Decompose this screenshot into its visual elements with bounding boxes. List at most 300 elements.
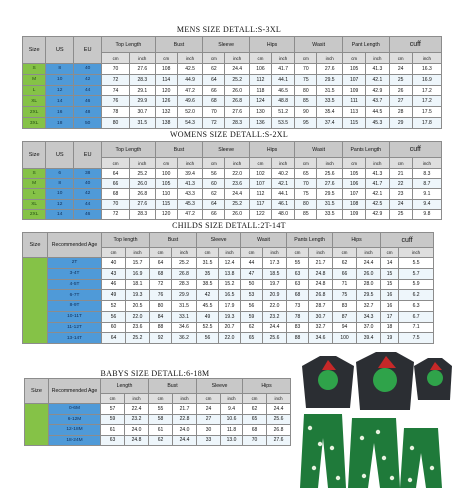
value-cell: 25.2: [225, 74, 249, 85]
value-cell: 38.5: [197, 279, 219, 290]
unit-inch-header: inch: [125, 394, 149, 404]
value-cell: 27.6: [317, 64, 343, 75]
value-cell: 48.0: [272, 209, 295, 219]
value-cell: 39.4: [177, 169, 203, 179]
value-cell: 62: [203, 64, 225, 75]
value-cell: 29.5: [357, 290, 381, 301]
unit-cm-header: cm: [389, 158, 412, 169]
table-row: [23, 189, 442, 199]
value-cell: 16.9: [126, 268, 150, 279]
value-cell: 68: [150, 268, 172, 279]
size-cell: L: [23, 189, 46, 199]
value-cell: 19.3: [219, 311, 241, 322]
value-cell: 22.8: [173, 414, 197, 425]
value-cell: 21.7: [309, 258, 333, 269]
value-cell: 75: [295, 189, 317, 199]
value-cell: 72: [102, 74, 130, 85]
value-cell: 5.5: [399, 258, 434, 269]
age-cell: 8-9T: [48, 301, 102, 312]
unit-cm-header: cm: [243, 394, 267, 404]
value-cell: 8.7: [412, 179, 441, 189]
measure-header: Bust: [155, 142, 203, 158]
value-cell: 41.3: [177, 179, 203, 189]
table-row: [25, 435, 291, 446]
value-cell: 126: [155, 96, 177, 107]
value-cell: 46.5: [272, 85, 295, 96]
value-cell: 41.7: [366, 179, 389, 189]
unit-inch-header: inch: [221, 394, 243, 404]
size-cell: M: [23, 179, 46, 189]
size-cell: XL: [23, 96, 46, 107]
value-cell: 14: [46, 96, 74, 107]
measure-header: Bust: [155, 37, 203, 53]
value-cell: 112: [249, 189, 271, 199]
value-cell: 9.1: [412, 189, 441, 199]
value-cell: 37.4: [317, 118, 343, 129]
value-cell: 16.9: [412, 74, 441, 85]
value-cell: 35: [197, 268, 219, 279]
size-cell: 3XL: [23, 118, 46, 129]
value-cell: 37.0: [357, 322, 381, 333]
value-cell: 42.1: [366, 74, 389, 85]
size-cell: [23, 258, 48, 344]
value-cell: 26.0: [357, 268, 381, 279]
value-cell: 102: [249, 169, 271, 179]
value-cell: 60: [102, 322, 126, 333]
unit-inch-header: inch: [317, 53, 343, 64]
unit-inch-header: inch: [366, 158, 389, 169]
value-cell: 30.7: [130, 107, 156, 118]
value-cell: 27: [197, 414, 221, 425]
value-cell: 12: [46, 199, 74, 209]
value-cell: 105: [342, 64, 365, 75]
table-row: [25, 425, 291, 436]
value-cell: 45.5: [197, 301, 219, 312]
value-cell: 47: [241, 268, 263, 279]
value-cell: 76: [102, 96, 130, 107]
value-cell: 40: [74, 179, 102, 189]
babys-size-table: [24, 378, 291, 446]
unit-cm-header: cm: [197, 394, 221, 404]
value-cell: 87: [333, 311, 357, 322]
value-cell: 8: [46, 64, 74, 75]
unit-inch-header: inch: [399, 248, 434, 258]
size-cell: 2XL: [23, 107, 46, 118]
value-cell: 80: [295, 199, 317, 209]
unit-inch-header: inch: [263, 248, 287, 258]
value-cell: 112: [249, 74, 271, 85]
value-cell: 71: [333, 279, 357, 290]
value-cell: 70: [102, 64, 130, 75]
value-cell: 62: [333, 258, 357, 269]
value-cell: 7.5: [399, 333, 434, 344]
value-cell: 110: [155, 189, 177, 199]
value-cell: 15: [381, 268, 399, 279]
size-cell: M: [23, 74, 46, 85]
value-cell: 21.7: [173, 404, 197, 415]
unit-inch-header: inch: [309, 248, 333, 258]
value-cell: 31.5: [130, 118, 156, 129]
value-cell: 44.1: [272, 189, 295, 199]
value-cell: 22.0: [126, 311, 150, 322]
value-cell: 72: [102, 209, 130, 219]
value-cell: 10.6: [221, 414, 243, 425]
measure-header: Sleeve: [197, 379, 243, 394]
babys-title: BABYS SIZE DETALL:6-18M: [100, 369, 210, 378]
value-cell: 72: [150, 279, 172, 290]
age-cell: 10-11T: [48, 311, 102, 322]
value-cell: 63: [287, 268, 309, 279]
value-cell: 17.2: [412, 96, 441, 107]
measure-header: Hips: [249, 142, 294, 158]
value-cell: 29.5: [317, 74, 343, 85]
value-cell: 6.3: [399, 301, 434, 312]
value-cell: 11.8: [221, 425, 243, 436]
value-cell: 22: [389, 179, 412, 189]
value-cell: 68: [102, 189, 130, 199]
value-cell: 46.1: [272, 199, 295, 209]
age-cell: 12-18M: [49, 425, 101, 436]
measure-header: Pant Length: [342, 37, 389, 53]
unit-cm-header: cm: [155, 158, 177, 169]
adult-top-left: [302, 356, 354, 408]
value-cell: 46: [74, 209, 102, 219]
value-cell: 43: [102, 268, 126, 279]
value-cell: 24.8: [125, 435, 149, 446]
value-cell: 33: [197, 435, 221, 446]
table-row: [23, 169, 442, 179]
value-cell: 61: [101, 425, 125, 436]
value-cell: 26: [389, 85, 412, 96]
value-cell: 24.4: [267, 404, 291, 415]
value-cell: 27.6: [225, 107, 249, 118]
value-cell: 61: [149, 425, 173, 436]
value-cell: 25.2: [126, 333, 150, 344]
unit-cm-header: cm: [389, 53, 412, 64]
value-cell: 24: [389, 199, 412, 209]
value-cell: 14: [381, 258, 399, 269]
value-cell: 29: [389, 118, 412, 129]
value-cell: 20.5: [126, 301, 150, 312]
womens-title: WOMENS SIZE DETALL:S-2XL: [169, 130, 289, 139]
age-cell: 6-7T: [48, 290, 102, 301]
value-cell: 27.6: [267, 435, 291, 446]
size-cell: 2XL: [23, 209, 46, 219]
table-row: [25, 414, 291, 425]
unit-inch-header: inch: [272, 53, 295, 64]
value-cell: 28.3: [130, 74, 156, 85]
value-cell: 27.6: [130, 199, 156, 209]
value-cell: 42.1: [366, 189, 389, 199]
age-cell: 13-14T: [48, 333, 102, 344]
value-cell: 63: [101, 435, 125, 446]
value-cell: 50: [74, 118, 102, 129]
value-cell: 25: [389, 74, 412, 85]
value-cell: 78: [287, 311, 309, 322]
measure-header: Wasit: [241, 233, 287, 248]
value-cell: 62: [203, 189, 225, 199]
value-cell: 88: [150, 322, 172, 333]
value-cell: 64: [150, 258, 172, 269]
value-cell: 28.3: [130, 209, 156, 219]
value-cell: 80: [150, 301, 172, 312]
value-cell: 48.8: [272, 96, 295, 107]
value-cell: 26.8: [130, 189, 156, 199]
value-cell: 22.4: [125, 404, 149, 415]
size-cell: XL: [23, 199, 46, 209]
value-cell: 28: [389, 107, 412, 118]
value-cell: 136: [249, 118, 271, 129]
value-cell: 49.6: [177, 96, 203, 107]
value-cell: 92: [150, 333, 172, 344]
value-cell: 10: [46, 74, 74, 85]
measure-header: Bust: [149, 379, 197, 394]
value-cell: 17.2: [412, 85, 441, 96]
cuff-header: cuff: [389, 142, 441, 158]
value-cell: 66: [203, 209, 225, 219]
unit-cm-header: cm: [102, 53, 130, 64]
value-cell: 44.1: [272, 74, 295, 85]
value-cell: 16: [46, 107, 74, 118]
value-cell: 39.4: [357, 333, 381, 344]
value-cell: 24: [197, 404, 221, 415]
value-cell: 23.2: [263, 311, 287, 322]
value-cell: 55: [149, 404, 173, 415]
value-cell: 25.2: [225, 199, 249, 209]
eu-header: EU: [74, 37, 102, 64]
value-cell: 58: [149, 414, 173, 425]
value-cell: 68: [287, 290, 309, 301]
value-cell: 49: [197, 311, 219, 322]
value-cell: 109: [342, 209, 365, 219]
value-cell: 35.4: [317, 107, 343, 118]
value-cell: 19.3: [126, 290, 150, 301]
value-cell: 24.4: [357, 258, 381, 269]
unit-inch-header: inch: [272, 158, 295, 169]
value-cell: 32.7: [357, 301, 381, 312]
product-photo: [292, 348, 454, 494]
size-cell: L: [23, 85, 46, 96]
value-cell: 65: [241, 333, 263, 344]
value-cell: 23.6: [225, 179, 249, 189]
value-cell: 23: [389, 189, 412, 199]
value-cell: 95: [295, 118, 317, 129]
unit-cm-header: cm: [381, 248, 399, 258]
value-cell: 24.4: [225, 189, 249, 199]
value-cell: 22.0: [225, 169, 249, 179]
value-cell: 53.5: [272, 118, 295, 129]
value-cell: 41.3: [366, 169, 389, 179]
value-cell: 64: [102, 333, 126, 344]
table-row: [23, 333, 434, 344]
value-cell: 27: [389, 96, 412, 107]
value-cell: 36.2: [172, 333, 197, 344]
unit-cm-header: cm: [295, 53, 317, 64]
unit-inch-header: inch: [219, 248, 241, 258]
value-cell: 28.7: [309, 301, 333, 312]
value-cell: 27.6: [317, 179, 343, 189]
value-cell: 24.4: [263, 322, 287, 333]
value-cell: 25.6: [263, 333, 287, 344]
value-cell: 34.6: [172, 322, 197, 333]
value-cell: 50: [241, 279, 263, 290]
value-cell: 6: [46, 169, 74, 179]
value-cell: 25.6: [267, 414, 291, 425]
value-cell: 56: [102, 311, 126, 322]
value-cell: 17.3: [263, 258, 287, 269]
value-cell: 66: [102, 179, 130, 189]
us-header: US: [46, 142, 74, 169]
value-cell: 78: [102, 107, 130, 118]
value-cell: 34.6: [309, 333, 333, 344]
value-cell: 43.7: [366, 96, 389, 107]
value-cell: 30.7: [309, 311, 333, 322]
table-row: [23, 279, 434, 290]
value-cell: 46: [74, 96, 102, 107]
age-cell: 0-6M: [49, 404, 101, 415]
unit-cm-header: cm: [149, 394, 173, 404]
value-cell: 41.3: [366, 64, 389, 75]
value-cell: 38: [74, 169, 102, 179]
table-row: [23, 311, 434, 322]
childs-title: CHILDS SIZE DETALL:2T-14T: [172, 221, 286, 230]
value-cell: 53: [241, 290, 263, 301]
value-cell: 65: [243, 414, 267, 425]
value-cell: 107: [342, 74, 365, 85]
value-cell: 24.8: [309, 268, 333, 279]
value-cell: 73: [287, 301, 309, 312]
value-cell: 52: [102, 301, 126, 312]
size-cell: S: [23, 169, 46, 179]
value-cell: 55: [287, 258, 309, 269]
value-cell: 12.4: [219, 258, 241, 269]
kid-pants: [400, 428, 442, 488]
value-cell: 75: [333, 290, 357, 301]
unit-cm-header: cm: [295, 158, 317, 169]
value-cell: 30: [197, 425, 221, 436]
value-cell: 42.9: [366, 85, 389, 96]
value-cell: 45.3: [366, 118, 389, 129]
unit-inch-header: inch: [366, 53, 389, 64]
value-cell: 33.1: [172, 311, 197, 322]
value-cell: 100: [333, 333, 357, 344]
measure-header: Length: [101, 379, 149, 394]
value-cell: 44: [74, 85, 102, 96]
measure-header: Hips: [249, 37, 294, 53]
table-row: [23, 322, 434, 333]
value-cell: 43.3: [177, 189, 203, 199]
value-cell: 18: [46, 118, 74, 129]
value-cell: 66: [333, 268, 357, 279]
value-cell: 29.5: [317, 189, 343, 199]
unit-inch-header: inch: [412, 158, 441, 169]
value-cell: 108: [342, 199, 365, 209]
value-cell: 132: [155, 107, 177, 118]
value-cell: 19.7: [263, 279, 287, 290]
value-cell: 34.3: [357, 311, 381, 322]
value-cell: 60: [203, 179, 225, 189]
value-cell: 31.5: [197, 258, 219, 269]
value-cell: 24.4: [225, 64, 249, 75]
value-cell: 18.5: [263, 268, 287, 279]
unit-cm-header: cm: [155, 53, 177, 64]
value-cell: 32.7: [309, 322, 333, 333]
value-cell: 70: [243, 435, 267, 446]
unit-cm-header: cm: [197, 248, 219, 258]
value-cell: 26.0: [225, 85, 249, 96]
value-cell: 109: [342, 85, 365, 96]
value-cell: 9.8: [412, 209, 441, 219]
value-cell: 40: [102, 258, 126, 269]
value-cell: 64: [102, 169, 130, 179]
value-cell: 13.0: [221, 435, 243, 446]
value-cell: 94: [333, 322, 357, 333]
value-cell: 16: [381, 290, 399, 301]
value-cell: 41.7: [272, 64, 295, 75]
value-cell: 63: [287, 279, 309, 290]
unit-inch-header: inch: [412, 53, 441, 64]
value-cell: 13.8: [219, 268, 241, 279]
value-cell: 72: [203, 118, 225, 129]
table-row: [23, 301, 434, 312]
value-cell: 26.8: [172, 268, 197, 279]
measure-header: Pants Length: [287, 233, 333, 248]
value-cell: 62: [241, 322, 263, 333]
value-cell: 45.3: [177, 199, 203, 209]
value-cell: 85: [295, 209, 317, 219]
value-cell: 56: [203, 169, 225, 179]
value-cell: 25.2: [172, 258, 197, 269]
value-cell: 9.4: [412, 199, 441, 209]
value-cell: 62: [243, 404, 267, 415]
unit-inch-header: inch: [225, 53, 249, 64]
value-cell: 44: [241, 258, 263, 269]
value-cell: 76: [150, 290, 172, 301]
value-cell: 118: [249, 85, 271, 96]
value-cell: 90: [295, 107, 317, 118]
unit-cm-header: cm: [342, 158, 365, 169]
value-cell: 29.1: [130, 85, 156, 96]
table-row: [23, 96, 442, 107]
table-row: [23, 268, 434, 279]
unit-inch-header: inch: [177, 53, 203, 64]
measure-header: Hips: [333, 233, 381, 248]
kid-top: [414, 358, 452, 400]
value-cell: 33.5: [317, 209, 343, 219]
table-row: [23, 74, 442, 85]
value-cell: 24: [389, 64, 412, 75]
size-header: Size: [23, 37, 46, 64]
value-cell: 17.8: [412, 118, 441, 129]
value-cell: 42: [197, 290, 219, 301]
unit-cm-header: cm: [333, 248, 357, 258]
measure-header: Top length: [102, 233, 150, 248]
value-cell: 106: [249, 64, 271, 75]
value-cell: 49: [102, 290, 126, 301]
value-cell: 51.2: [272, 107, 295, 118]
unit-cm-header: cm: [241, 248, 263, 258]
value-cell: 18.1: [126, 279, 150, 290]
value-cell: 28.0: [357, 279, 381, 290]
value-cell: 18: [381, 322, 399, 333]
unit-inch-header: inch: [172, 248, 197, 258]
adult-top-right: [356, 352, 414, 410]
value-cell: 120: [155, 209, 177, 219]
value-cell: 124: [249, 96, 271, 107]
value-cell: 42.9: [366, 209, 389, 219]
value-cell: 107: [342, 189, 365, 199]
size-header: Size: [23, 142, 46, 169]
